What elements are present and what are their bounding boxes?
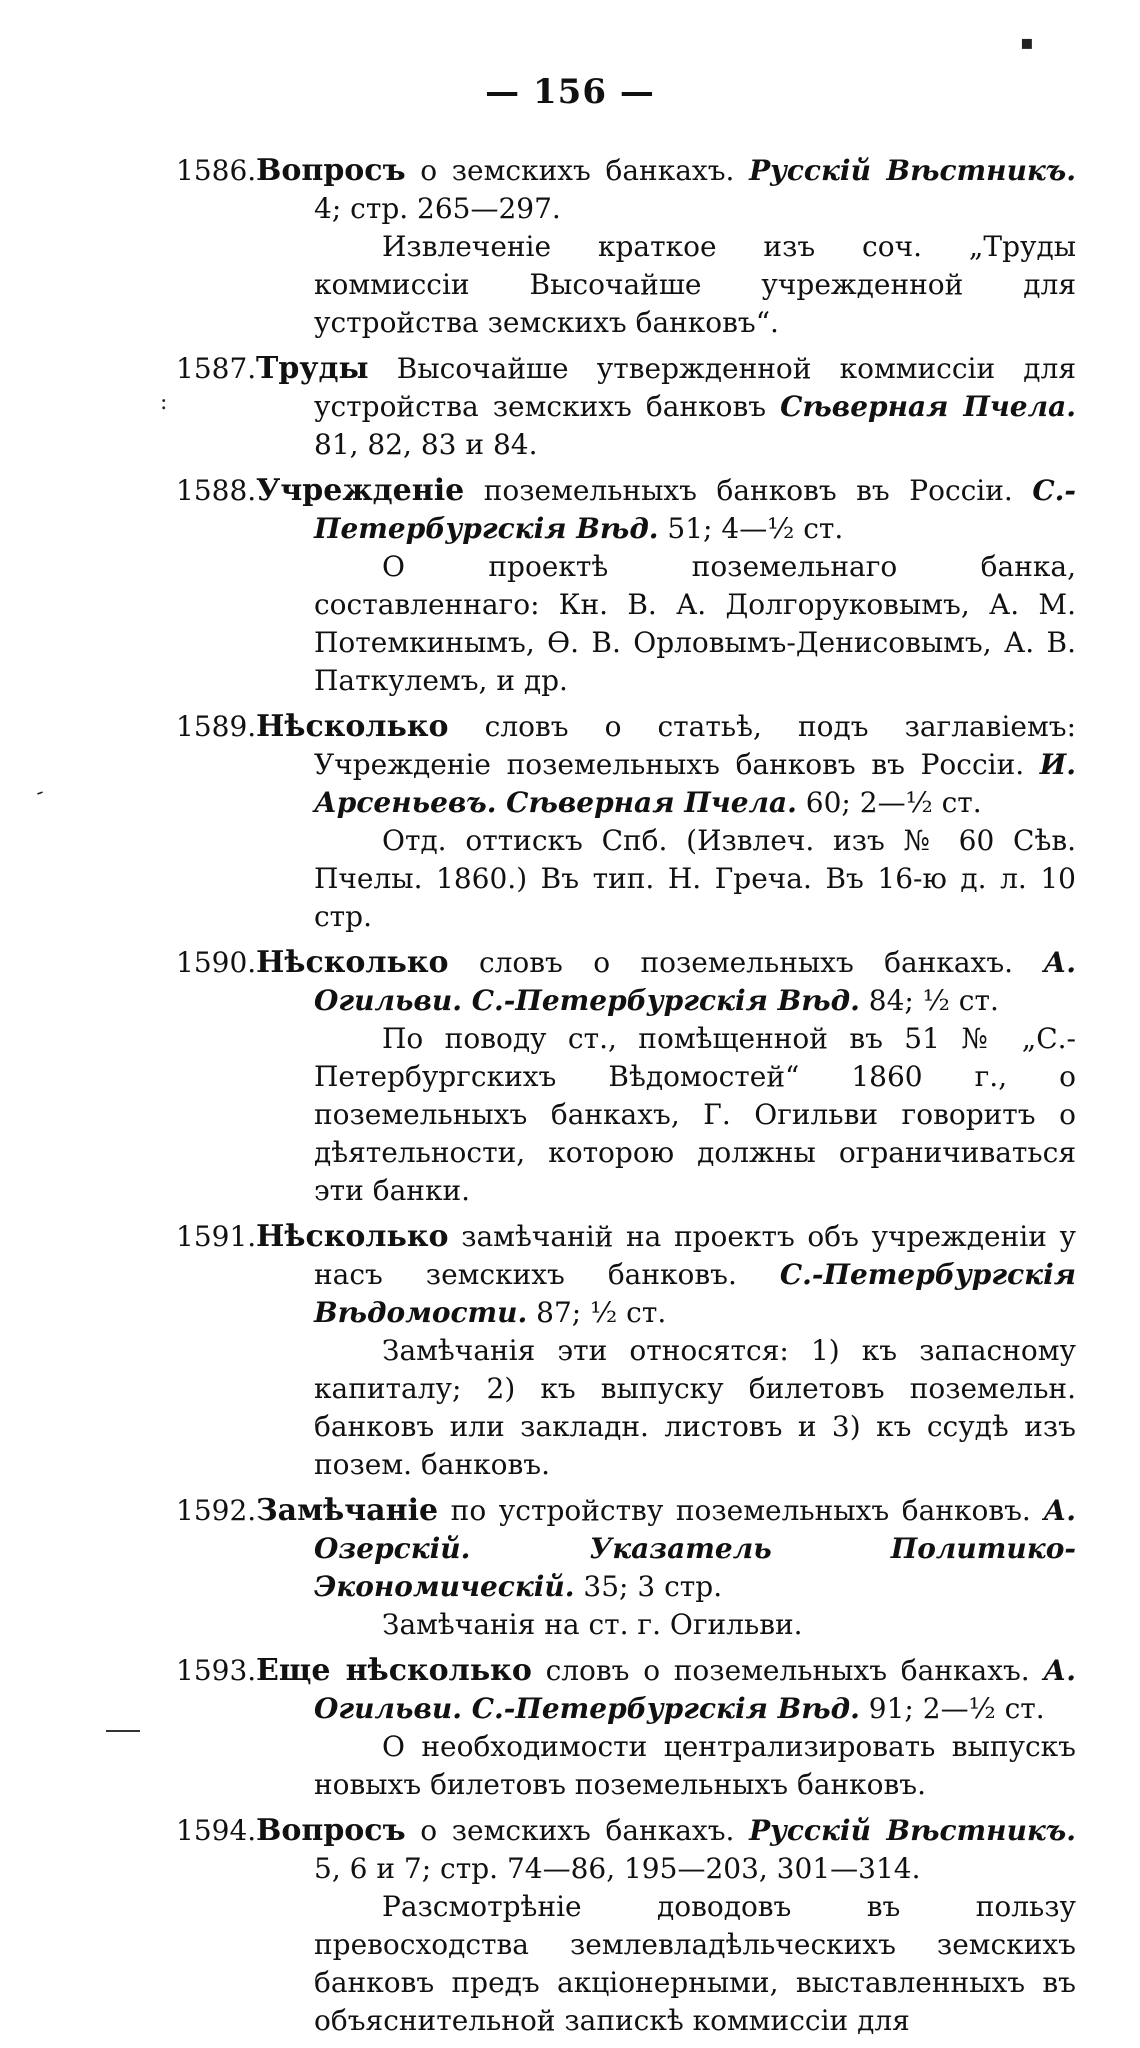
entry-title: Вопросъ	[256, 1813, 406, 1848]
entry-text: 87; ½ ст.	[527, 1296, 667, 1329]
entry-source: С.-Петербургскія Вѣд.	[314, 474, 1076, 545]
entry-headline	[176, 944, 1076, 1020]
entry-1591	[176, 1218, 1076, 1484]
entry-text: словъ о статьѣ, подъ заглавіемъ: Учрежденіе поземельныхъ банковъ въ Россіи.	[314, 710, 1076, 781]
entry-text: замѣчаній на проектъ объ учрежденіи у насъ земскихъ банковъ.	[314, 1220, 1076, 1291]
entry-note: Разсмотрѣніе доводовъ въ пользу превосходства землевладѣльческихъ земскихъ банковъ предъ акціонерными, выставленныхъ въ объяснительной запискѣ коммиссіи для	[314, 1890, 1076, 2037]
entry-headline	[176, 472, 1076, 548]
entry-headline	[176, 1652, 1076, 1728]
entry-text: 84; ½ ст.	[859, 984, 999, 1017]
entry-text: 81, 82, 83 и 84.	[314, 428, 538, 461]
margin-dot: :	[160, 390, 168, 415]
entry-text: 91; 2—½ ст.	[859, 1692, 1045, 1725]
entry-number: 1587.	[176, 352, 257, 385]
entry-1588	[176, 472, 1076, 700]
entry-title: Нѣсколько	[256, 1219, 449, 1254]
entry-1587	[176, 350, 1076, 464]
entry-number: 1588.	[176, 474, 257, 507]
entry-source: Русскій Вѣстникъ.	[749, 154, 1076, 187]
entry-title: Учрежденіе	[256, 473, 465, 508]
entry-text: о земскихъ банкахъ.	[405, 1814, 750, 1847]
margin-mark: ‐	[31, 779, 48, 806]
entry-title: Еще нѣсколько	[256, 1653, 532, 1688]
entry-source: Сѣверная Пчела.	[780, 390, 1077, 423]
entry-text: 35; 3 стр.	[574, 1570, 723, 1603]
entry-title: Замѣчаніе	[256, 1493, 439, 1528]
page-number: — 156 —	[485, 72, 655, 112]
margin-tick: ▪	[1020, 30, 1034, 54]
entry-1589	[176, 708, 1076, 936]
entry-note: О необходимости централизировать выпускъ новыхъ билетовъ поземельныхъ банковъ.	[314, 1730, 1076, 1801]
entry-number: 1590.	[176, 946, 257, 979]
entry-text: поземельныхъ банковъ въ Россіи.	[464, 474, 1033, 507]
entry-note: Отд. оттискъ Спб. (Извлеч. изъ № 60 Сѣв. Пчелы. 1860.) Въ тип. Н. Греча. Въ 16-ю д. л. 10 стр.	[314, 824, 1076, 933]
entry-text: 60; 2—½ ст.	[796, 786, 982, 819]
entry-note: Извлеченіе краткое изъ соч. „Труды коммиссіи Высочайше учрежденной для устройства земскихъ банковъ“.	[314, 230, 1076, 339]
entry-text: 5, 6 и 7; стр. 74—86, 195—203, 301—314.	[314, 1852, 921, 1885]
entry-source: Русскій Вѣстникъ.	[749, 1814, 1076, 1847]
entry-source: А. Огильви. С.-Петербургскія Вѣд.	[314, 1654, 1076, 1725]
entry-title: Нѣсколько	[256, 709, 449, 744]
entry-text: словъ о поземельныхъ банкахъ.	[531, 1654, 1044, 1687]
entry-text: 4; стр. 265—297.	[314, 192, 561, 225]
entry-1586	[176, 152, 1076, 342]
entry-1592	[176, 1492, 1076, 1644]
bottom-rule	[106, 1730, 140, 1732]
entry-headline	[176, 350, 1076, 464]
entry-number: 1589.	[176, 710, 257, 743]
entry-text: словъ о поземельныхъ банкахъ.	[448, 946, 1044, 979]
entry-note: По поводу ст., помѣщенной въ 51 № „С.-Петербургскихъ Вѣдомостей“ 1860 г., о поземельныхъ банкахъ, Г. Огильви говоритъ о дѣятельности, которою должны ограничиваться эти банки.	[314, 1022, 1076, 1207]
entry-title: Нѣсколько	[256, 945, 449, 980]
entry-headline	[176, 1492, 1076, 1606]
entry-note: О проектѣ поземельнаго банка, составленнаго: Кн. В. А. Долгоруковымъ, А. М. Потемкинымъ, Ѳ. В. Орловымъ-Денисовымъ, А. В. Паткулемъ, и др.	[314, 550, 1076, 697]
entry-note: Замѣчанія на ст. г. Огильви.	[382, 1608, 803, 1641]
entry-text: Высочайше утвержденной коммиссіи для устройства земскихъ банковъ	[314, 352, 1076, 423]
entry-number: 1592.	[176, 1494, 257, 1527]
entry-number: 1591.	[176, 1220, 257, 1253]
entry-title: Труды	[256, 351, 369, 386]
entry-1590	[176, 944, 1076, 1210]
entry-number: 1593.	[176, 1654, 257, 1687]
entry-source: И. Арсеньевъ. Сѣверная Пчела.	[314, 748, 1076, 819]
entry-headline	[176, 1218, 1076, 1332]
entry-number: 1586.	[176, 154, 257, 187]
entry-title: Вопросъ	[256, 153, 406, 188]
entry-headline	[176, 708, 1076, 822]
entry-source: С.-Петербургскія Вѣдомости.	[314, 1258, 1076, 1329]
entry-text: по устройству поземельныхъ банковъ.	[438, 1494, 1044, 1527]
entry-note: Замѣчанія эти относятся: 1) къ запасному капиталу; 2) къ выпуску билетовъ поземельн. банковъ или закладн. листовъ и 3) къ ссудѣ изъ позем. банковъ.	[314, 1334, 1076, 1481]
entry-headline	[176, 1812, 1076, 1888]
entry-number: 1594.	[176, 1814, 257, 1847]
entry-text: 51; 4—½ ст.	[658, 512, 844, 545]
entry-source: А. Огильви. С.-Петербургскія Вѣд.	[314, 946, 1076, 1017]
entry-1593	[176, 1652, 1076, 1804]
entry-text: о земскихъ банкахъ.	[405, 154, 750, 187]
bibliography-entries	[176, 152, 1076, 2048]
entry-source: А. Озерскій. Указатель Политико-Экономическій.	[314, 1494, 1076, 1603]
entry-headline	[176, 152, 1076, 228]
entry-1594	[176, 1812, 1076, 2040]
